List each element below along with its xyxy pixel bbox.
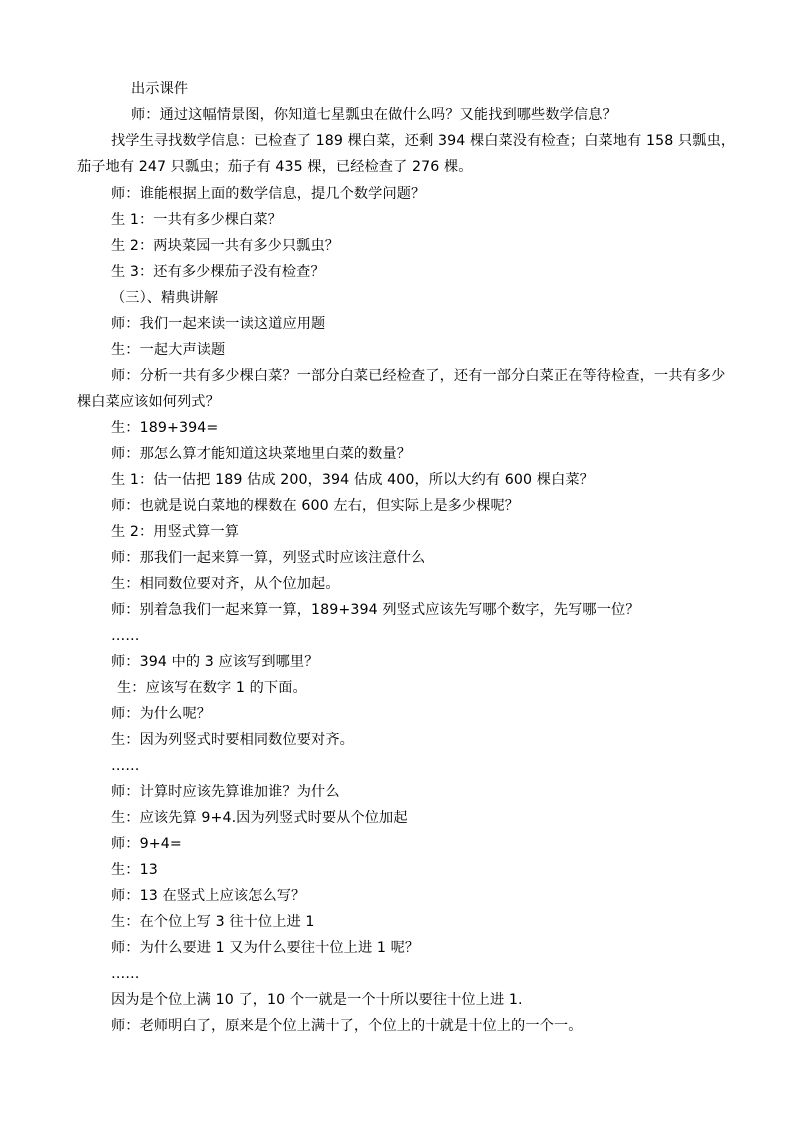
- text-line: 师：9+4=: [111, 836, 182, 852]
- text-line: 生：应该先算 9+4.因为列竖式时要从个位加起: [111, 810, 408, 826]
- text-line: 生：13: [111, 862, 158, 878]
- text-line: 师：也就是说白菜地的棵数在 600 左右，但实际上是多少棵呢？: [111, 498, 520, 514]
- text-line: 茄子地有 247 只瓢虫；茄子有 435 棵，已经检查了 276 棵。: [77, 159, 473, 175]
- text-line: 生：应该写在数字 1 的下面。: [117, 680, 307, 696]
- text-line: 师：分析一共有多少棵白菜？一部分白菜已经检查了，还有一部分白菜正在等待检查，一共有多少: [111, 368, 726, 384]
- text-line: 生：一起大声读题: [111, 342, 226, 358]
- text-line: 出示课件: [131, 81, 189, 97]
- text-line: 生：189+394=: [111, 420, 219, 436]
- ellipsis: ……: [111, 628, 140, 644]
- ellipsis: ……: [111, 966, 140, 982]
- text-line: 师：我们一起来读一读这道应用题: [111, 316, 326, 332]
- text-line: 师：老师明白了，原来是个位上满十了，个位上的十就是十位上的一个一。: [111, 1018, 583, 1034]
- text-line: 师：13 在竖式上应该怎么写？: [111, 888, 306, 904]
- section-heading: （三）、精典讲解: [111, 290, 219, 306]
- text-line: 师：为什么呢？: [111, 706, 212, 722]
- ellipsis: ……: [111, 758, 140, 774]
- text-line: 生 2：用竖式算一算: [111, 524, 240, 540]
- text-line: 生 2：两块菜园一共有多少只瓢虫？: [111, 238, 340, 254]
- text-line: 师：那怎么算才能知道这块菜地里白菜的数量？: [111, 446, 412, 462]
- text-line: 生：在个位上写 3 往十位上进 1: [111, 914, 315, 930]
- text-line: 师：谁能根据上面的数学信息，提几个数学问题？: [111, 186, 426, 202]
- text-line: 生 3：还有多少棵茄子没有检查？: [111, 264, 325, 280]
- text-line: 因为是个位上满 10 了，10 个一就是一个十所以要往十位上进 1.: [111, 992, 523, 1008]
- text-line: 生：相同数位要对齐，从个位加起。: [111, 576, 340, 592]
- text-line: 师：为什么要进 1 又为什么要往十位上进 1 呢？: [111, 940, 420, 956]
- text-line: 生 1：估一估把 189 估成 200，394 估成 400，所以大约有 600 棵白菜？: [111, 472, 594, 488]
- text-line: 师：通过这幅情景图，你知道七星瓢虫在做什么吗？又能找到哪些数学信息？: [131, 107, 617, 123]
- text-line: 生：因为列竖式时要相同数位要对齐。: [111, 732, 354, 748]
- text-line: 师：394 中的 3 应该写到哪里？: [111, 654, 319, 670]
- text-line: 师：那我们一起来算一算，列竖式时应该注意什么: [111, 550, 426, 566]
- text-line: 生 1：一共有多少棵白菜？: [111, 212, 282, 228]
- text-line: 师：计算时应该先算谁加谁？为什么: [111, 784, 340, 800]
- text-line: 师：别着急我们一起来算一算，189+394 列竖式应该先写哪个数字，先写哪一位？: [111, 602, 640, 618]
- text-line: 找学生寻找数学信息：已检查了 189 棵白菜，还剩 394 棵白菜没有检查；白菜地有 158 只瓢虫，: [111, 133, 736, 149]
- text-line: 棵白菜应该如何列式？: [77, 394, 220, 410]
